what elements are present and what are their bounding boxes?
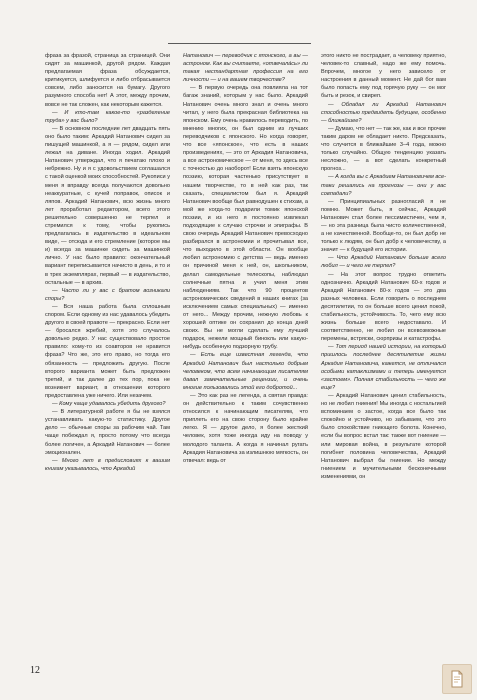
page-flip-icon[interactable] bbox=[442, 664, 472, 694]
question-paragraph: — Есть еще известная легенда, что Аркадий Натанович был настолько добрым человеком, что всем начинающим писателям давал замечательные рецензии, и очень многие пользовались этой его добротой... bbox=[183, 352, 310, 391]
question-paragraph: — Кому чаще удавалось убедить другого? bbox=[52, 401, 166, 408]
page-number: 12 bbox=[30, 665, 40, 676]
body-paragraph: — В основном последние лет двадцать пять оно было таким: Аркадий Натанович сидел за пишущей машинкой, а я — рядом, сидел или лежал на диване. Иногда ходил. Аркадий Натанович утверждал, что я печатаю плохо и небрежно. Ну и я с удовольствием соглашался с такой оценкой моих способностей. Рукописи у меня я вправду всегда получаются довольно неаккуратные, с кучей поправок, описок и ляпов. Аркадий Натанович, всю жизнь много лет проработал редактором, всего этого решительно совершенно не терпел и стремился к тому, чтобы рукопись предлагалась в издательство в идеальном виде, — отсюда и его стремление (которое мы и) всегда за машинке сидеть за машинкой лично. У нас было правило: окончательный вариант переписывается начисто в день, и то и в трех экземплярах, первый — в издательство, остальные — в архив. bbox=[45, 125, 172, 286]
question-paragraph: — А когда вы с Аркадием Натановичем все-таки решались на прогнозы — они у вас совпадали? bbox=[321, 174, 448, 197]
question-paragraph: — Часто ли у вас с братом возникали споры? bbox=[45, 287, 172, 302]
body-paragraph: — На этот вопрос трудно ответить однозначно. Аркадий Натанович 60-х годов и Аркадий Натанович 80-х годов — это два разных человека. Если говорить о последнем десятилетии, то он больше всего ценил покой, стабильность, устойчивость. То, чего ему всю жизнь больше всего недоставало. И соответственно, не любил он всевозможные перемены, встряски, сюрпризы и катастрофы. bbox=[321, 271, 448, 343]
body-paragraph: — В первую очередь она повлияла на тот багаж знаний, которым у нас было. Аркадий Натанович очень много знал и очень много читал, у него была прекрасная библиотека на японском. Ему очень нравилось переводить, по мнению многих, он был одним из лучших переводчиков с японского. Но когда говорят, что все «японское», что есть в наших произведениях, — это от Аркадия Натановича, а все астрономическое — от меня, то здесь все с точностью до наоборот! Если взять японскую поэзию, которая частенько присутствует в нашем творчестве, то в ней как раз, так сказать, специалистом был я. Аркадий Натанович вообще был равнодушен к стихам, а мой же когда-то подарили томик японской поэзии, и из него я постоянно извлекал подходящие к случаю строчки и эпиграфы. В свою очередь Аркадий Натанович превосходно разбирался в астрономии и прочитывал все, что выходило в этой области. Он вообще любил астрономию с детства — ведь именно он причиной меня к ней, он, школьником, делал самодельные телескопы, наблюдал солнечные пятна и учил меня этим наблюдениям. Так что 90 процентов астрономических сведений в наших книгах (за исключением самых специальных) — именно от него... Между прочим, нежную любовь к хорошей оптике он сохранил до конца дней своих. Вы не могли сделать ему лучший подарок, нежели мощный бинокль или какую-нибудь особенную подзорную трубу. bbox=[183, 85, 310, 351]
question-paragraph: — Обладал ли Аркадий Натанович способностью предвидеть будущее, особенно — ближайшее? bbox=[321, 101, 448, 124]
text-column-left bbox=[45, 52, 170, 473]
body-paragraph: — В литературной работе я бы не взялся устанавливать какую-то статистику. Другое дело — обычные споры за рабочим чай. Там чаще побеждал я, просто потому что всегда более логичен, а Аркадий Натанович — более эмоционален. bbox=[45, 409, 172, 456]
body-paragraph: — Думаю, что нет — так же, как и все прочие таким даром не обладает никто. Предсказать, что случится в ближайшие 3–4 года, можно только случайно. Общую тенденцию указать несложно, — а вот сделать конкретный прогноз... bbox=[321, 125, 448, 173]
question-paragraph: — Тот период нашей истории, на который пришлось последнее десятилетие жизни Аркадия Натановича, кажется, не отличался особыми катаклизмами и теперь именуется «застоем». Полная стабильность — чего же еще? bbox=[321, 344, 448, 391]
body-paragraph: — Принципиальных разногласий я не помню. Может быть, я сейчас, Аркадий Натанович стал более пессимистичен, чем я, — но эта разница была чисто количественной, а не качественной. Вообще-то, он был добр не только к людям, он был добр к человечеству, а значит — к будущей его истории. bbox=[321, 198, 448, 254]
question-paragraph: Натанович — переводчик с японского, а вы — астроном. Как вы считаете, «отвечала́сь» ли такая нестандартная профессия на его личности — и на вашем творчестве? bbox=[183, 53, 310, 84]
body-paragraph: — Вся наша работа была сплошным спором. Если одному из нас удавалось убедить другого в своей правоте — прекрасно. Если нет — бросался жребий, хотя это случалось довольно редко. У нас существовало простое правило: кому-то из соавторов не нравится фраза? Что же, это его право, но тогда его обязанность — предложить другую. После второго варианта может быть предложен третий, и так далее до тех пор, пока не возникнет вариант, в отношении которого предоставлена уже ничего. Или незачем. bbox=[45, 303, 172, 399]
text-column-right bbox=[321, 52, 446, 481]
question-paragraph: — И кто-там какое-то «разделение труда» у вас было? bbox=[45, 109, 172, 124]
question-paragraph: — Что Аркадий Натанович больше всего любил — и чего не терпел? bbox=[321, 255, 448, 270]
body-paragraph: — Это как раз не легенда, а святая правда: он действительно к таким сочувственно относился к начинающим писателям, что приплеть его на свою сторону было крайне легко. Я — другое дело, я более жесткий человек, хотя тоже иногда иду на поводу у молодого таланта. А когда я начинал ругать Аркадия Натановича за излишнюю мягкость, он отвечал: ведь от bbox=[183, 392, 310, 464]
text-column-middle bbox=[183, 52, 308, 465]
body-paragraph: этого никто не пострадает, а человеку приятно, человек-то славный, надо же ему помочь. Впрочем, многое у него зависело от настроения в данный момент. Не дай бог вам было попасть ему под горячую руку — он мог быть и резок, и свиреп. bbox=[321, 53, 448, 100]
page-flip-icon-glyph bbox=[450, 670, 464, 688]
body-paragraph: — Аркадий Натанович ценил стабильность, но не любил гниения! Мы иногда с ностальгией вспоминаем о застое, когда все было так спокойно и устойчиво, но забываем, что это было спокойствие гниющего болота. Конечно, если бы вопрос встал так: также вот гниение — или мировая война, в результате которой погибнет половина человечества, Аркадий Натанович выбрал бы гниение. Но между гниением и мучительными бесконечными изменениями, он bbox=[321, 392, 448, 480]
question-paragraph: — Много лет в предисловиях к вашим книгам указывалось, что Аркадий bbox=[45, 457, 172, 472]
top-rule bbox=[168, 43, 311, 44]
body-paragraph: фраза за фразой, страница за страницей. Они сидят за машинкой, другой рядом. Каждая предлагаемая фраза обсуждается, критикуется, шлифуется и либо отбрасывается совсем, либо заносится на бумагу. Другого разумного способа нет! А этот, между прочим, вовсе не так сложен, как некоторым кажется. bbox=[45, 53, 172, 108]
